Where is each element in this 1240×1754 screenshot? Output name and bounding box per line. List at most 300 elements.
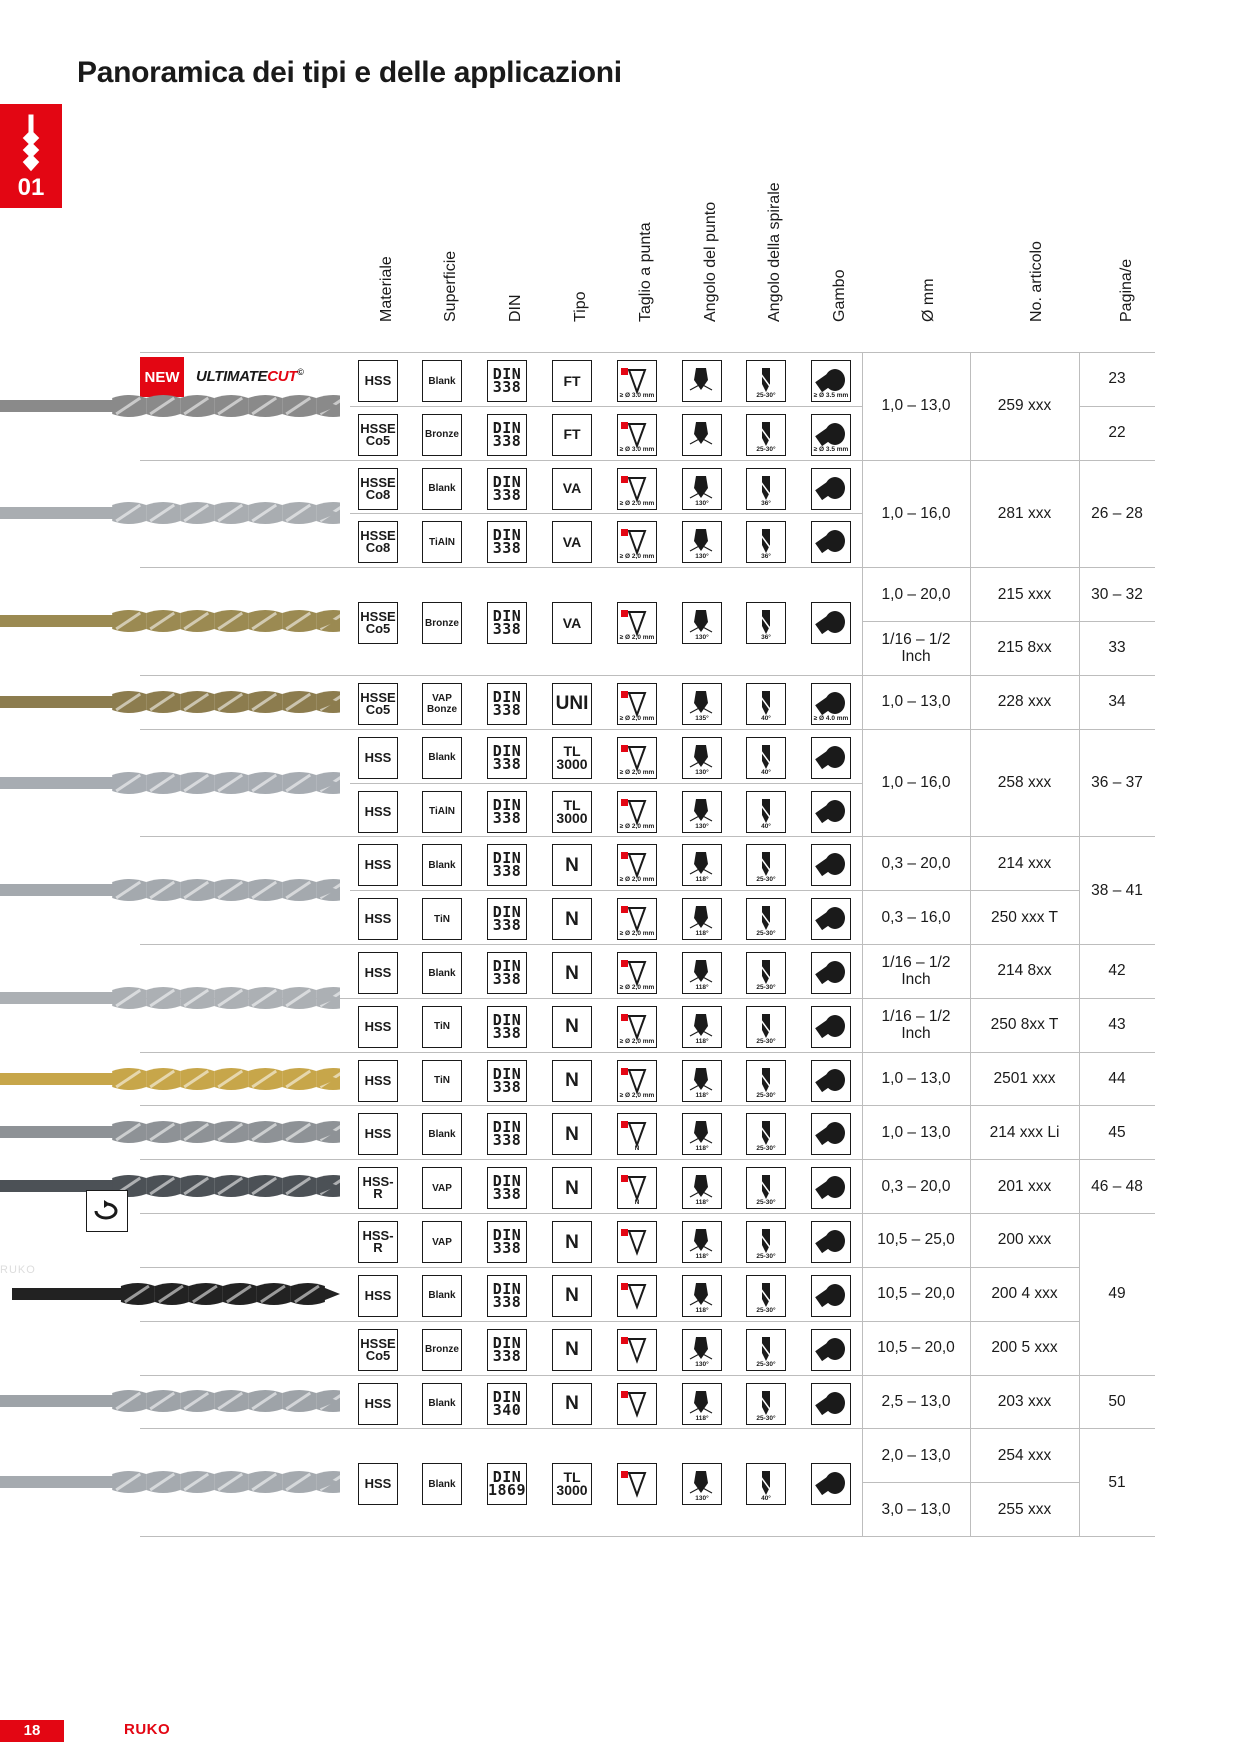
point-cut-icon: [617, 1463, 657, 1505]
icon-caption: 25-30°: [756, 1306, 776, 1314]
point-cut-icon: [617, 898, 657, 940]
icon-caption: 25-30°: [756, 1360, 776, 1368]
surface-box: TiN: [422, 1006, 462, 1048]
point-cut-glyph: [619, 1389, 655, 1419]
helix-angle-icon: [746, 791, 786, 833]
point-cut-icon: [617, 844, 657, 886]
icon-caption: 118°: [695, 1037, 709, 1045]
material-box: HSS-R: [358, 1221, 398, 1263]
drill-bit-image: [0, 1274, 342, 1314]
point-angle-icon: [682, 1006, 722, 1048]
icon-caption: 130°: [695, 1495, 709, 1503]
point-cut-icon: [617, 952, 657, 994]
helix-angle-icon: [746, 602, 786, 644]
chapter-number: 01: [17, 174, 45, 201]
page-ref-cell: 43: [1108, 1016, 1126, 1034]
drill-bit-image: [0, 493, 340, 533]
material-box: HSSE Co5: [358, 602, 398, 644]
surface-box: Blank: [422, 1383, 462, 1425]
shank-glyph: [813, 797, 849, 827]
icon-caption: ≥ Ø 2,0 mm: [619, 876, 655, 884]
point-angle-icon: [682, 791, 722, 833]
shank-icon: [811, 683, 851, 725]
left-hand-rotation-icon: [86, 1190, 128, 1232]
tipo-box: TL 3000: [552, 1463, 592, 1505]
page-ref-cell: 49: [1108, 1285, 1126, 1303]
icon-caption: 40°: [761, 768, 771, 776]
point-cut-icon: [617, 1060, 657, 1102]
helix-angle-icon: [746, 1006, 786, 1048]
point-angle-icon: [682, 1113, 722, 1155]
surface-box: Blank: [422, 1113, 462, 1155]
surface-box: Bronze: [422, 414, 462, 456]
material-box: HSS: [358, 1060, 398, 1102]
tipo-box: N: [552, 1113, 592, 1155]
drill-icon: [16, 112, 46, 174]
material-box: HSS-R: [358, 1167, 398, 1209]
article-number-cell: 250 xxx T: [991, 908, 1058, 926]
tipo-box: UNI: [552, 683, 592, 725]
article-number-cell: 215 xxx: [997, 585, 1052, 603]
header-materiale: Materiale: [378, 256, 395, 322]
point-angle-icon: [682, 1329, 722, 1371]
tipo-box: N: [552, 898, 592, 940]
diameter-cell: 0,3 – 20,0: [881, 854, 951, 872]
surface-box: VAP: [422, 1221, 462, 1263]
helix-angle-icon: [746, 468, 786, 510]
diameter-cell: 1,0 – 13,0: [881, 693, 951, 711]
tipo-box: VA: [552, 602, 592, 644]
point-cut-glyph: [619, 1227, 655, 1257]
icon-caption: 40°: [761, 822, 771, 830]
icon-caption: 25-30°: [756, 984, 776, 991]
page-ref-cell: 44: [1108, 1070, 1126, 1088]
header-diametro: Ø mm: [920, 278, 937, 322]
din-box: DIN 338: [487, 602, 527, 644]
shank-icon: [811, 1060, 851, 1102]
header-articolo: No. articolo: [1028, 241, 1045, 322]
page-ref-cell: 23: [1108, 370, 1126, 388]
helix-angle-icon: [746, 1329, 786, 1371]
din-box: DIN 338: [487, 683, 527, 725]
din-box: DIN 338: [487, 791, 527, 833]
point-angle-icon: [682, 1463, 722, 1505]
shank-icon: [811, 791, 851, 833]
material-box: HSS: [358, 360, 398, 402]
shank-icon: [811, 1275, 851, 1317]
page-ref-cell: 42: [1108, 962, 1126, 980]
surface-box: Blank: [422, 844, 462, 886]
article-number-cell: 214 xxx Li: [989, 1123, 1060, 1141]
point-cut-icon: [617, 1167, 657, 1209]
surface-box: TiN: [422, 898, 462, 940]
icon-caption: 130°: [695, 822, 709, 830]
article-number-cell: 214 xxx: [997, 854, 1052, 872]
helix-angle-icon: [746, 1221, 786, 1263]
diameter-cell: 0,3 – 16,0: [881, 908, 951, 926]
helix-angle-icon: [746, 521, 786, 563]
article-number-cell: 200 4 xxx: [991, 1285, 1058, 1303]
helix-angle-icon: [746, 1463, 786, 1505]
diameter-cell: 10,5 – 25,0: [877, 1231, 955, 1249]
point-angle-icon: [682, 1060, 722, 1102]
point-cut-icon: [617, 1275, 657, 1317]
helix-angle-icon: [746, 737, 786, 779]
article-number-cell: 201 xxx: [997, 1177, 1052, 1195]
shank-glyph: [813, 474, 849, 504]
material-box: HSS: [358, 898, 398, 940]
icon-caption: 118°: [695, 876, 709, 884]
header-tipo: Tipo: [572, 291, 589, 322]
page-ref-cell: 51: [1108, 1473, 1126, 1491]
helix-angle-icon: [746, 360, 786, 402]
icon-caption: ≥ Ø 3.5 mm: [813, 392, 849, 399]
point-angle-glyph: [684, 366, 720, 396]
din-box: DIN 338: [487, 468, 527, 510]
icon-caption: 135°: [695, 714, 709, 722]
point-angle-icon: [682, 1221, 722, 1263]
icon-caption: ≥ Ø 3.0 mm: [619, 392, 655, 399]
icon-caption: 118°: [695, 1306, 709, 1314]
icon-caption: ≥ Ø 2,0 mm: [619, 1091, 655, 1099]
side-brand: RUKO: [0, 1264, 36, 1276]
icon-caption: 130°: [695, 634, 709, 642]
drill-bit-image: [0, 1166, 340, 1206]
din-box: DIN 338: [487, 360, 527, 402]
article-number-cell: 258 xxx: [997, 774, 1052, 792]
din-box: DIN 338: [487, 414, 527, 456]
icon-caption: 25-30°: [756, 1414, 776, 1422]
surface-box: Blank: [422, 468, 462, 510]
diameter-cell: 1,0 – 13,0: [881, 1070, 951, 1088]
icon-caption: ≥ Ø 3.0 mm: [619, 445, 655, 453]
point-cut-icon: [617, 521, 657, 563]
helix-angle-icon: [746, 1113, 786, 1155]
icon-caption: 25-30°: [756, 1037, 776, 1045]
article-number-cell: 281 xxx: [997, 504, 1052, 522]
diameter-cell: 1/16 – 1/2 Inch: [881, 1007, 951, 1042]
shank-icon: [811, 521, 851, 563]
diameter-cell: 1,0 – 13,0: [881, 1123, 951, 1141]
page-ref-cell: 33: [1108, 639, 1126, 657]
shank-icon: [811, 360, 851, 402]
helix-angle-icon: [746, 1060, 786, 1102]
diameter-cell: 1,0 – 20,0: [881, 585, 951, 603]
point-cut-icon: [617, 1113, 657, 1155]
article-number-cell: 214 8xx: [997, 962, 1052, 980]
icon-caption: 130°: [695, 768, 709, 776]
icon-caption: 25-30°: [756, 1091, 776, 1099]
shank-glyph: [813, 1281, 849, 1311]
point-angle-glyph: [684, 420, 720, 450]
material-box: HSS: [358, 1113, 398, 1155]
icon-caption: 25-30°: [756, 930, 776, 938]
shank-icon: [811, 1167, 851, 1209]
icon-caption: 118°: [695, 1414, 709, 1422]
material-box: HSS: [358, 1383, 398, 1425]
diameter-cell: 10,5 – 20,0: [877, 1339, 955, 1357]
icon-caption: ≥ Ø 4.0 mm: [813, 714, 849, 722]
point-cut-icon: [617, 683, 657, 725]
icon-caption: 130°: [695, 499, 709, 507]
header-superficie: Superficie: [442, 250, 459, 322]
icon-caption: 36°: [761, 553, 771, 561]
helix-angle-icon: [746, 952, 786, 994]
icon-caption: 130°: [695, 553, 709, 561]
icon-caption: 36°: [761, 634, 771, 642]
article-number-cell: 259 xxx: [997, 397, 1052, 415]
surface-box: TiAlN: [422, 521, 462, 563]
article-number-cell: 250 8xx T: [990, 1016, 1059, 1034]
tipo-box: N: [552, 1329, 592, 1371]
surface-box: TiAlN: [422, 791, 462, 833]
point-angle-icon: [682, 521, 722, 563]
surface-box: Bronze: [422, 602, 462, 644]
diameter-cell: 1,0 – 16,0: [881, 504, 951, 522]
icon-caption: ≥ Ø 2,0 mm: [619, 822, 655, 830]
point-cut-glyph: [619, 1469, 655, 1499]
diameter-cell: 2,0 – 13,0: [881, 1446, 951, 1464]
grid-line: [862, 1536, 1079, 1537]
din-box: DIN 338: [487, 952, 527, 994]
article-number-cell: 203 xxx: [997, 1392, 1052, 1410]
drill-bit-image: [0, 1462, 340, 1502]
icon-caption: 118°: [695, 930, 709, 938]
shank-icon: [811, 898, 851, 940]
din-box: DIN 338: [487, 737, 527, 779]
shank-glyph: [813, 850, 849, 880]
page-ref-cell: 50: [1108, 1392, 1126, 1410]
icon-caption: N: [634, 1145, 640, 1153]
diameter-cell: 10,5 – 20,0: [877, 1285, 955, 1303]
shank-icon: [811, 1006, 851, 1048]
din-box: DIN 338: [487, 844, 527, 886]
page-ref-cell: 38 – 41: [1091, 881, 1143, 899]
icon-caption: 25-30°: [756, 1145, 776, 1153]
diameter-cell: 3,0 – 13,0: [881, 1500, 951, 1518]
shank-icon: [811, 1113, 851, 1155]
point-cut-icon: [617, 468, 657, 510]
icon-caption: N: [634, 1199, 640, 1207]
drill-bit-image: [0, 682, 340, 722]
shank-glyph: [813, 1012, 849, 1042]
page-ref-cell: 34: [1108, 693, 1126, 711]
surface-box: Bronze: [422, 1329, 462, 1371]
material-box: HSS: [358, 791, 398, 833]
header-taglio: Taglio a punta: [637, 222, 654, 322]
din-box: DIN 338: [487, 1167, 527, 1209]
shank-icon: [811, 737, 851, 779]
diameter-cell: 1,0 – 13,0: [881, 397, 951, 415]
tipo-box: N: [552, 844, 592, 886]
article-number-cell: 2501 xxx: [993, 1070, 1056, 1088]
surface-box: TiN: [422, 1060, 462, 1102]
surface-box: VAP: [422, 1167, 462, 1209]
material-box: HSS: [358, 844, 398, 886]
diameter-cell: 1/16 – 1/2 Inch: [881, 953, 951, 988]
icon-caption: ≥ Ø 2.0 mm: [619, 499, 655, 507]
tipo-box: N: [552, 1060, 592, 1102]
drill-bit-image: [0, 763, 340, 803]
material-box: HSSE Co5: [358, 1329, 398, 1371]
grid-line: [1079, 1536, 1155, 1537]
material-box: HSSE Co5: [358, 414, 398, 456]
point-cut-icon: [617, 602, 657, 644]
point-cut-icon: [617, 1329, 657, 1371]
icon-caption: 130°: [695, 1360, 709, 1368]
drill-bit-image: [0, 978, 340, 1018]
helix-angle-icon: [746, 1275, 786, 1317]
icon-caption: 25-30°: [756, 1253, 776, 1261]
shank-icon: [811, 844, 851, 886]
helix-angle-icon: [746, 683, 786, 725]
shank-icon: [811, 1463, 851, 1505]
article-number-cell: 200 5 xxx: [991, 1339, 1058, 1357]
tipo-box: N: [552, 1275, 592, 1317]
icon-caption: 118°: [695, 1091, 709, 1099]
tipo-box: TL 3000: [552, 791, 592, 833]
din-box: DIN 338: [487, 1006, 527, 1048]
icon-caption: 40°: [761, 1495, 771, 1503]
page-title: Panoramica dei tipi e delle applicazioni: [77, 56, 622, 89]
article-number-cell: 200 xxx: [997, 1231, 1052, 1249]
point-cut-glyph: [619, 1281, 655, 1311]
icon-caption: ≥ Ø 3.5 mm: [813, 445, 849, 453]
material-box: HSS: [358, 1275, 398, 1317]
header-din: DIN: [507, 294, 524, 322]
point-cut-icon: [617, 414, 657, 456]
surface-box: Blank: [422, 1463, 462, 1505]
page-ref-cell: 30 – 32: [1091, 585, 1143, 603]
new-badge: NEW: [140, 357, 184, 397]
point-cut-icon: [617, 1383, 657, 1425]
icon-caption: 25-30°: [756, 876, 776, 884]
ultimatecut-logo: ULTIMATECUT©: [196, 367, 304, 385]
icon-caption: ≥ Ø 2,0 mm: [619, 984, 655, 991]
din-box: DIN 338: [487, 521, 527, 563]
shank-glyph: [813, 1227, 849, 1257]
din-box: DIN 338: [487, 1113, 527, 1155]
grid-line: [140, 1536, 862, 1537]
shank-icon: [811, 1383, 851, 1425]
shank-icon: [811, 1329, 851, 1371]
icon-caption: 25-30°: [756, 1199, 776, 1207]
material-box: HSS: [358, 1463, 398, 1505]
point-angle-icon: [682, 1275, 722, 1317]
point-angle-icon: [682, 1383, 722, 1425]
shank-glyph: [813, 1066, 849, 1096]
header-angolo-spirale: Angolo della spirale: [766, 182, 783, 322]
surface-box: VAP Bonze: [422, 683, 462, 725]
drill-bit-image: [0, 1112, 340, 1152]
drill-bit-image: [0, 870, 340, 910]
point-angle-icon: [682, 414, 722, 456]
article-number-cell: 228 xxx: [997, 693, 1052, 711]
grid-line: [140, 1428, 862, 1429]
icon-caption: 118°: [695, 1253, 709, 1261]
point-angle-icon: [682, 602, 722, 644]
din-box: DIN 338: [487, 1060, 527, 1102]
point-cut-icon: [617, 1221, 657, 1263]
shank-glyph: [813, 1173, 849, 1203]
helix-angle-icon: [746, 1383, 786, 1425]
shank-icon: [811, 952, 851, 994]
tipo-box: N: [552, 952, 592, 994]
din-box: DIN 338: [487, 898, 527, 940]
page-ref-cell: 36 – 37: [1091, 774, 1143, 792]
page-ref-cell: 45: [1108, 1123, 1126, 1141]
icon-caption: 25-30°: [756, 445, 776, 453]
shank-glyph: [813, 743, 849, 773]
shank-icon: [811, 468, 851, 510]
tipo-box: VA: [552, 521, 592, 563]
header-angolo-punto: Angolo del punto: [702, 201, 719, 322]
page-ref-cell: 26 – 28: [1091, 504, 1143, 522]
material-box: HSSE Co8: [358, 521, 398, 563]
icon-caption: ≥ Ø 2,0 mm: [619, 553, 655, 561]
grid-line: [140, 567, 862, 568]
tipo-box: N: [552, 1383, 592, 1425]
helix-angle-icon: [746, 898, 786, 940]
helix-angle-icon: [746, 844, 786, 886]
tipo-box: N: [552, 1167, 592, 1209]
article-number-cell: 215 8xx: [997, 639, 1052, 657]
din-box: DIN 1869: [487, 1463, 527, 1505]
shank-glyph: [813, 1119, 849, 1149]
shank-glyph: [813, 608, 849, 638]
surface-box: Blank: [422, 1275, 462, 1317]
icon-caption: 36°: [761, 499, 771, 507]
diameter-cell: 1/16 – 1/2 Inch: [881, 630, 951, 665]
surface-box: Blank: [422, 952, 462, 994]
drill-bit-image: [0, 601, 340, 641]
article-number-cell: 254 xxx: [997, 1446, 1052, 1464]
din-box: DIN 338: [487, 1329, 527, 1371]
point-cut-glyph: [619, 1335, 655, 1365]
shank-glyph: [813, 958, 849, 988]
icon-caption: 25-30°: [756, 392, 776, 399]
point-angle-icon: [682, 737, 722, 779]
tipo-box: FT: [552, 360, 592, 402]
diameter-cell: 0,3 – 20,0: [881, 1177, 951, 1195]
icon-caption: ≥ Ø 2,0 mm: [619, 714, 655, 722]
brand-logo: RUKO: [124, 1721, 171, 1738]
page-number: 18: [0, 1720, 64, 1742]
din-box: DIN 338: [487, 1275, 527, 1317]
point-angle-icon: [682, 1167, 722, 1209]
shank-glyph: [813, 1335, 849, 1365]
din-box: DIN 338: [487, 1221, 527, 1263]
shank-glyph: [813, 1389, 849, 1419]
article-number-cell: 255 xxx: [997, 1500, 1052, 1518]
point-cut-icon: [617, 791, 657, 833]
material-box: HSS: [358, 737, 398, 779]
header-gambo: Gambo: [831, 269, 848, 322]
surface-box: Blank: [422, 360, 462, 402]
icon-caption: ≥ Ø 2,0 mm: [619, 634, 655, 642]
point-angle-icon: [682, 360, 722, 402]
point-cut-icon: [617, 360, 657, 402]
drill-bit-image: [0, 386, 340, 426]
icon-caption: ≥ Ø 2,0 mm: [619, 768, 655, 776]
shank-icon: [811, 602, 851, 644]
point-angle-icon: [682, 952, 722, 994]
point-angle-icon: [682, 468, 722, 510]
shank-glyph: [813, 527, 849, 557]
icon-caption: 118°: [695, 984, 709, 991]
icon-caption: 118°: [695, 1145, 709, 1153]
point-cut-icon: [617, 737, 657, 779]
